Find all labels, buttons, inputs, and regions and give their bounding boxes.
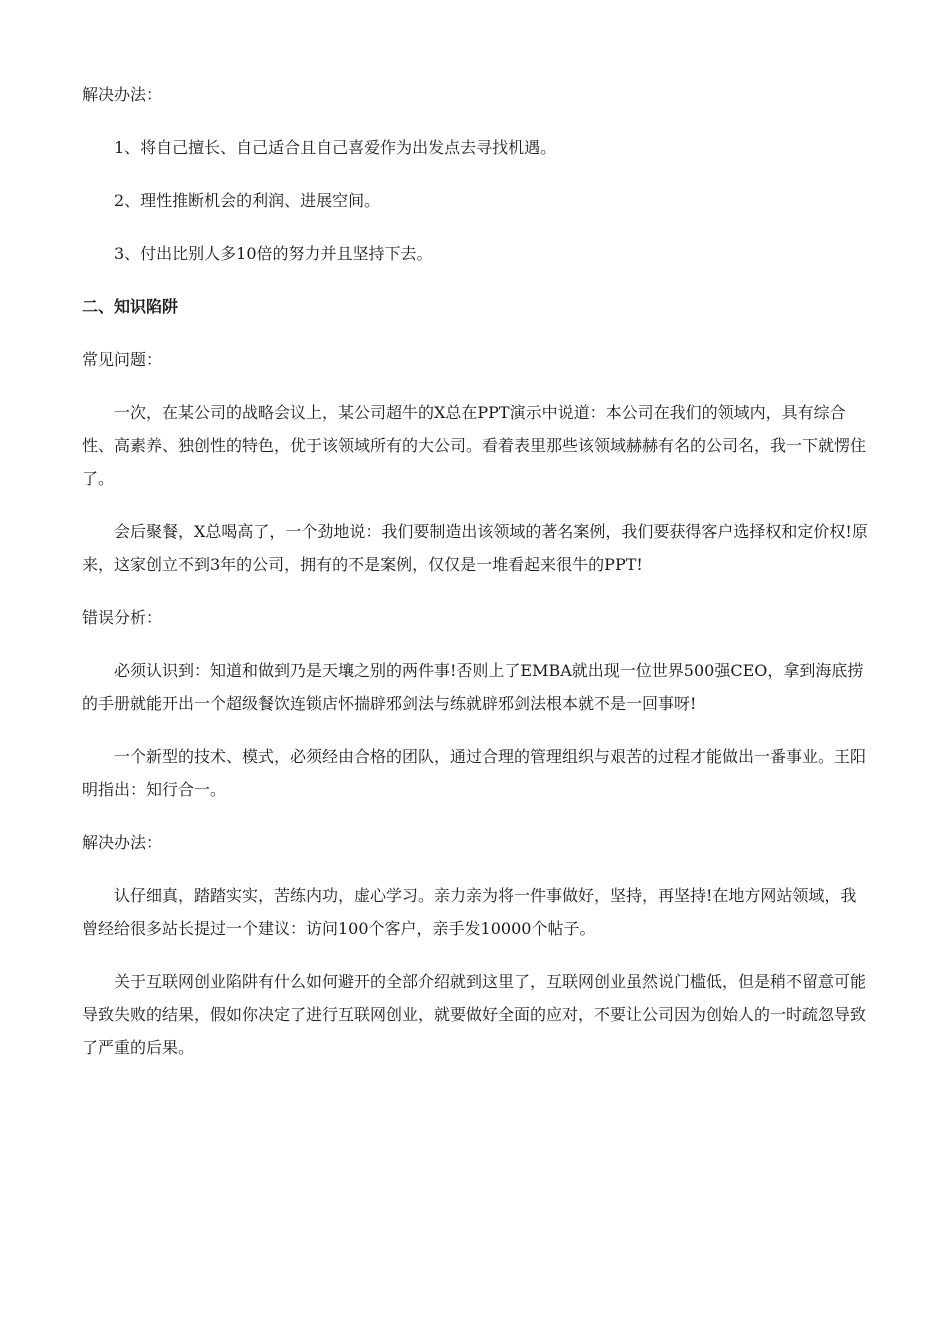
solution-label-2: 解决办法： — [82, 833, 163, 852]
solution-label: 解决办法： — [82, 85, 163, 104]
section-title: 二、知识陷阱 — [82, 297, 179, 316]
solution-item-1: 1、将自己擅长、自己适合且自己喜爱作为出发点去寻找机遇。 — [114, 138, 557, 157]
document-page — [82, 78, 872, 1084]
analysis-paragraph-1: 必须认识到：知道和做到乃是天壤之别的两件事!否则上了EMBA就出现一位世界500强CEO，拿到海底捞的手册就能开出一个超级餐饮连锁店怀揣辟邪剑法与练就辟邪剑法根本就不是一回事呀! — [82, 661, 864, 713]
solution-item-3: 3、付出比别人多10倍的努力并且坚持下去。 — [114, 244, 433, 263]
problem-paragraph-2: 会后聚餐，X总喝高了，一个劲地说：我们要制造出该领域的著名案例，我们要获得客户选择权和定价权!原来，这家创立不到3年的公司，拥有的不是案例，仅仅是一堆看起来很牛的PPT! — [82, 522, 868, 574]
solution-paragraph-1: 认仔细真，踏踏实实，苦练内功，虚心学习。亲力亲为将一件事做好，坚持，再坚持!在地方网站领域，我曾经给很多站长提过一个建议：访问100个客户，亲手发10000个帖子。 — [82, 886, 857, 938]
solution-paragraph-2: 关于互联网创业陷阱有什么如何避开的全部介绍就到这里了，互联网创业虽然说门槛低，但是稍不留意可能导致失败的结果，假如你决定了进行互联网创业，就要做好全面的应对，不要让公司因为创始人的一时疏忽导致了严重的后果。 — [82, 972, 867, 1057]
problem-paragraph-1: 一次，在某公司的战略会议上，某公司超牛的X总在PPT演示中说道：本公司在我们的领域内，具有综合性、高素养、独创性的特色，优于该领域所有的大公司。看着表里那些该领域赫赫有名的公司名，我一下就愣住了。 — [82, 403, 867, 488]
error-analysis-label: 错误分析： — [82, 608, 163, 627]
analysis-paragraph-2: 一个新型的技术、模式，必须经由合格的团队，通过合理的管理组织与艰苦的过程才能做出一番事业。王阳明指出：知行合一。 — [82, 747, 867, 799]
common-problems-label: 常见问题： — [82, 350, 163, 369]
solution-item-2: 2、理性推断机会的利润、进展空间。 — [114, 191, 381, 210]
